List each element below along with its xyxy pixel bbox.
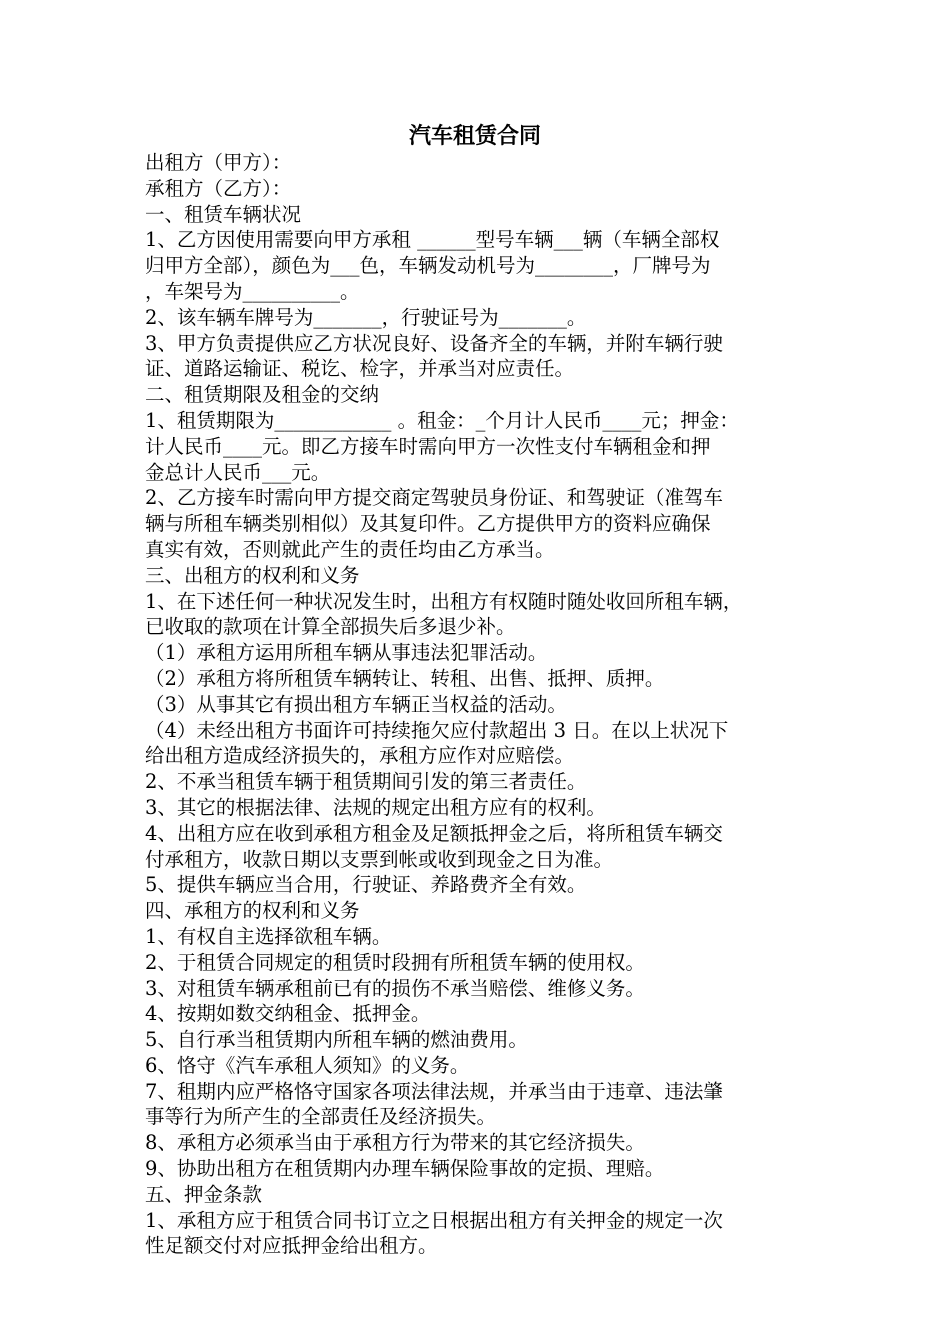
text-line: （2）承租方将所租赁车辆转让、转租、出售、抵押、质押。: [145, 666, 665, 690]
document-title: 汽车租赁合同: [408, 123, 541, 149]
text-line: 付承租方，收款日期以支票到帐或收到现金之日为准。: [145, 847, 614, 871]
text-line: 5、自行承当租赁期内所租车辆的燃油费用。: [145, 1028, 528, 1052]
text-line: （3）从事其它有损出租方车辆正当权益的活动。: [145, 692, 567, 716]
text-line: 2、该车辆车牌号为_______，行驶证号为_______。: [145, 305, 587, 329]
text-line: 1、有权自主选择欲租车辆。: [145, 924, 392, 948]
text-line: 1、承租方应于租赁合同书订立之日根据出租方有关押金的规定一次: [145, 1208, 723, 1232]
section-heading: 二、租赁期限及租金的交纳: [145, 383, 380, 407]
text-line: （4）未经出租方书面许可持续拖欠应付款超出 3 日。在以上状况下: [145, 718, 729, 742]
section-heading: 三、出租方的权利和义务: [145, 563, 360, 587]
text-line: 出租方（甲方）：: [145, 151, 292, 174]
text-line: 1、乙方因使用需要向甲方承租 ______型号车辆___辆（车辆全部权: [145, 228, 720, 252]
section-heading: 五、押金条款: [145, 1182, 263, 1206]
text-line: 2、不承当租赁车辆于租赁期间引发的第三者责任。: [145, 770, 587, 794]
text-line: 4、出租方应在收到承租方租金及足额抵押金之后，将所租赁车辆交: [145, 821, 723, 845]
text-line: ，车架号为__________。: [145, 279, 360, 303]
text-line: 给出租方造成经济损失的，承租方应作对应赔偿。: [145, 744, 575, 768]
text-line: 金总计人民币___元。: [145, 460, 331, 484]
text-line: （1）承租方运用所租车辆从事违法犯罪活动。: [145, 641, 548, 665]
text-line: 事等行为所产生的全部责任及经济损失。: [145, 1105, 497, 1129]
text-line: 1、租赁期限为____________ 。租金：_个月计人民币____元；押金：: [145, 408, 739, 432]
text-line: 归甲方全部），颜色为___色，车辆发动机号为________，厂牌号为: [145, 254, 711, 278]
text-line: 承租方（乙方）：: [145, 176, 292, 200]
text-line: 5、提供车辆应当合用，行驶证、养路费齐全有效。: [145, 873, 587, 897]
text-line: 1、在下述任何一种状况发生时，出租方有权随时随处收回所租车辆，: [145, 589, 743, 613]
document-body: [145, 150, 825, 1259]
text-line: 8、承租方必须承当由于承租方行为带来的其它经济损失。: [145, 1131, 645, 1155]
text-line: 性足额交付对应抵押金给出租方。: [145, 1234, 438, 1258]
text-line: 辆与所租车辆类别相似）及其复印件。乙方提供甲方的资料应确保: [145, 512, 711, 536]
section-heading: 四、承租方的权利和义务: [145, 899, 360, 923]
section-heading: 一、租赁车辆状况: [145, 202, 302, 226]
text-line: 证、道路运输证、税讫、检字，并承当对应责任。: [145, 357, 575, 381]
text-line: 4、按期如数交纳租金、抵押金。: [145, 1002, 431, 1026]
text-line: 3、对租赁车辆承租前已有的损伤不承当赔偿、维修义务。: [145, 976, 645, 1000]
text-line: 计人民币____元。即乙方接车时需向甲方一次性支付车辆租金和押: [145, 434, 711, 458]
text-line: 2、于租赁合同规定的租赁时段拥有所租赁车辆的使用权。: [145, 950, 645, 974]
text-line: 3、甲方负责提供应乙方状况良好、设备齐全的车辆，并附车辆行驶: [145, 331, 723, 355]
text-line: 2、乙方接车时需向甲方提交商定驾驶员身份证、和驾驶证（准驾车: [145, 486, 723, 510]
text-line: 7、租期内应严格恪守国家各项法律法规，并承当由于违章、违法肇: [145, 1079, 723, 1103]
text-line: 已收取的款项在计算全部损失后多退少补。: [145, 615, 516, 639]
text-line: 3、其它的根据法律、法规的规定出租方应有的权利。: [145, 795, 606, 819]
text-line: 9、协助出租方在租赁期内办理车辆保险事故的定损、理赔。: [145, 1157, 665, 1181]
text-line: 6、恪守《汽车承租人须知》的义务。: [145, 1053, 470, 1077]
text-line: 真实有效，否则就此产生的责任均由乙方承当。: [145, 537, 555, 561]
